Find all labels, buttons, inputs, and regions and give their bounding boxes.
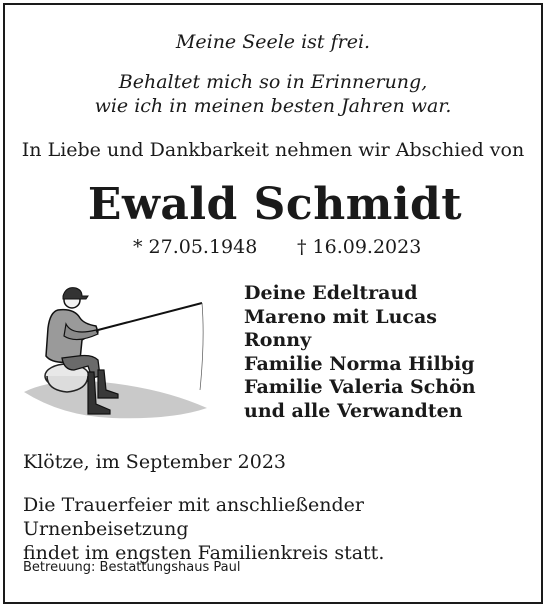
motto-line-1: Meine Seele ist frei. (175, 31, 371, 53)
funeral-line-2: findet im engsten Familienkreis statt. (23, 542, 385, 564)
farewell-intro: In Liebe und Dankbarkeit nehmen wir Abschied von (21, 139, 525, 161)
funeral-notice (23, 493, 533, 565)
mourner-item: Ronny (244, 329, 312, 351)
mourner-item: Familie Norma Hilbig (244, 352, 475, 375)
motto-line-3: wie ich in meinen besten Jahren war. (94, 95, 452, 117)
mourner-item: Familie Valeria Schön (244, 376, 476, 398)
place-and-date: Klötze, im September 2023 (23, 451, 287, 473)
mourner-item: und alle Verwandten (244, 399, 463, 422)
funeral-home-credit: Betreuung: Bestattungshaus Paul (23, 560, 241, 575)
funeral-line-1: Die Trauerfeier mit anschließender Urnenbeisetzung (23, 494, 364, 540)
mourners-list (244, 282, 476, 423)
motto-line-2: Behaltet mich so in Erinnerung, (118, 71, 428, 93)
fisherman-icon (22, 280, 212, 425)
deceased-name: Ewald Schmidt (87, 179, 463, 230)
birth-date: * 27.05.1948 (133, 236, 258, 258)
mourner-item: Mareno mit Lucas (244, 305, 438, 328)
death-date: † 16.09.2023 (297, 236, 422, 258)
mourner-item: Deine Edeltraud (244, 282, 418, 304)
